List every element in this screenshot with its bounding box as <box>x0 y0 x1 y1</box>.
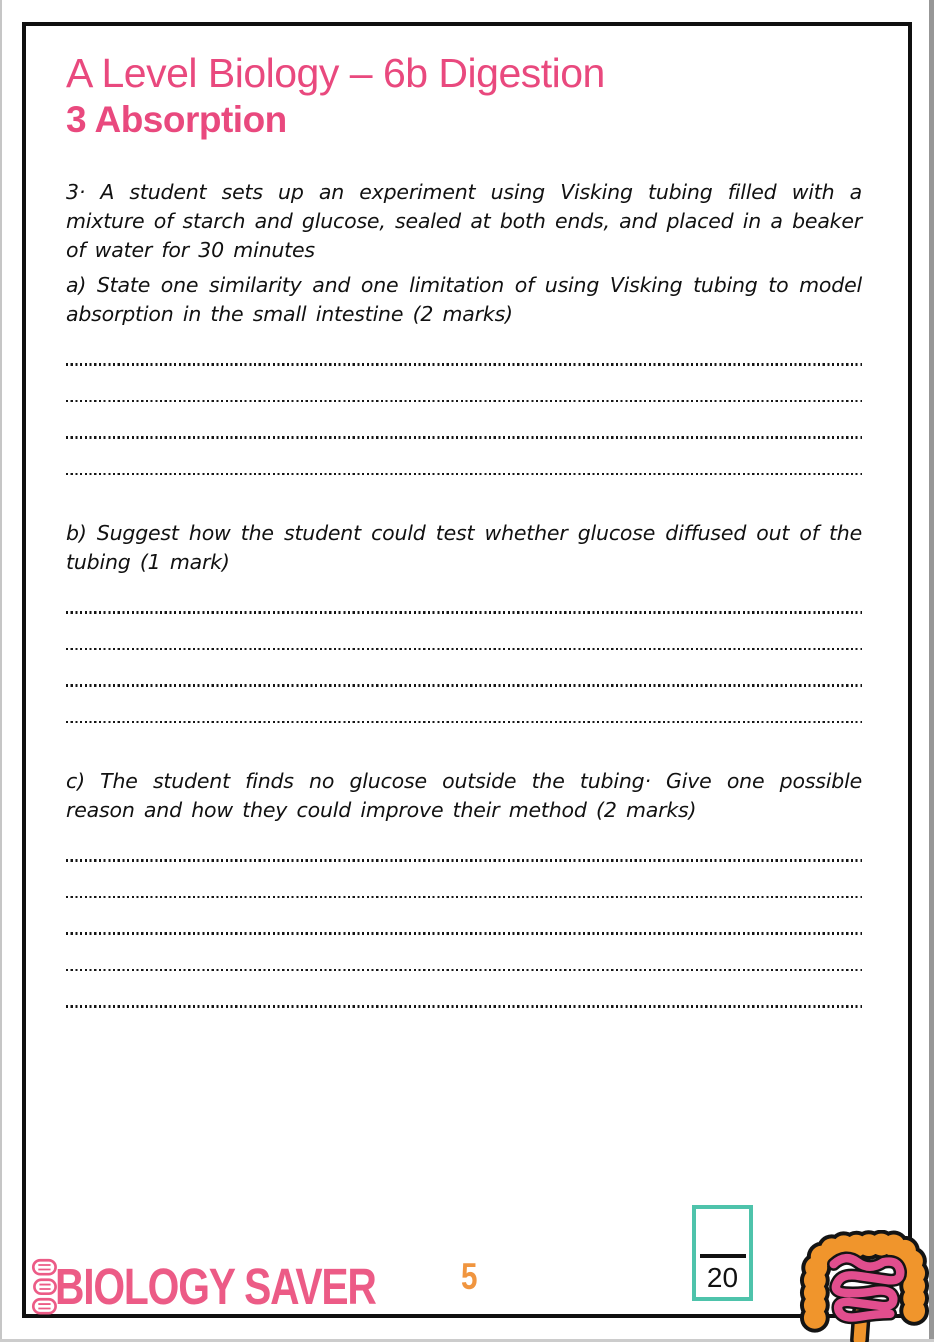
answer-line <box>66 436 862 439</box>
intestine-icon <box>794 1230 933 1342</box>
page-edge-left <box>0 0 2 1342</box>
logo <box>28 1257 456 1317</box>
answer-line <box>66 611 862 614</box>
page-edge-right <box>929 0 934 1342</box>
answer-line <box>66 859 862 862</box>
answer-line <box>66 473 862 476</box>
answer-line <box>66 400 862 403</box>
section-title: 3 Absorption <box>66 99 287 140</box>
worksheet-content <box>26 26 908 1314</box>
logo-text: BIOLOGY SAVER <box>55 1258 376 1315</box>
question-part-a: a) State one similarity and one limitation of using Visking tubing to model absorption in the small intestine (2 marks) <box>66 273 862 326</box>
answer-line <box>66 1005 862 1008</box>
marks-line <box>700 1254 746 1258</box>
marks-total: 20 <box>706 1262 739 1293</box>
answer-line <box>66 684 862 687</box>
answer-lines-a <box>66 363 862 475</box>
question-part-b: b) Suggest how the student could test whether glucose diffused out of the tubing (1 mark) <box>66 521 862 574</box>
answer-line <box>66 896 862 899</box>
answer-lines-b <box>66 611 862 723</box>
answer-lines-c <box>66 859 862 1008</box>
worksheet-border-frame <box>22 22 912 1318</box>
answer-line <box>66 721 862 724</box>
question-part-c: c) The student finds no glucose outside the tubing· Give one possible reason and how they could improve their method (2 marks) <box>66 769 862 822</box>
course-title: A Level Biology – 6b Digestion <box>66 50 605 96</box>
marks-box <box>692 1205 753 1301</box>
answer-line <box>66 969 862 972</box>
answer-line <box>66 648 862 651</box>
answer-line <box>66 363 862 366</box>
question-intro: 3· A student sets up an experiment using Visking tubing filled with a mixture of starch and glucose, sealed at both ends, and placed in a beaker of water for 30 minutes <box>66 180 862 262</box>
page-number: 5 <box>461 1256 478 1297</box>
answer-line <box>66 932 862 935</box>
